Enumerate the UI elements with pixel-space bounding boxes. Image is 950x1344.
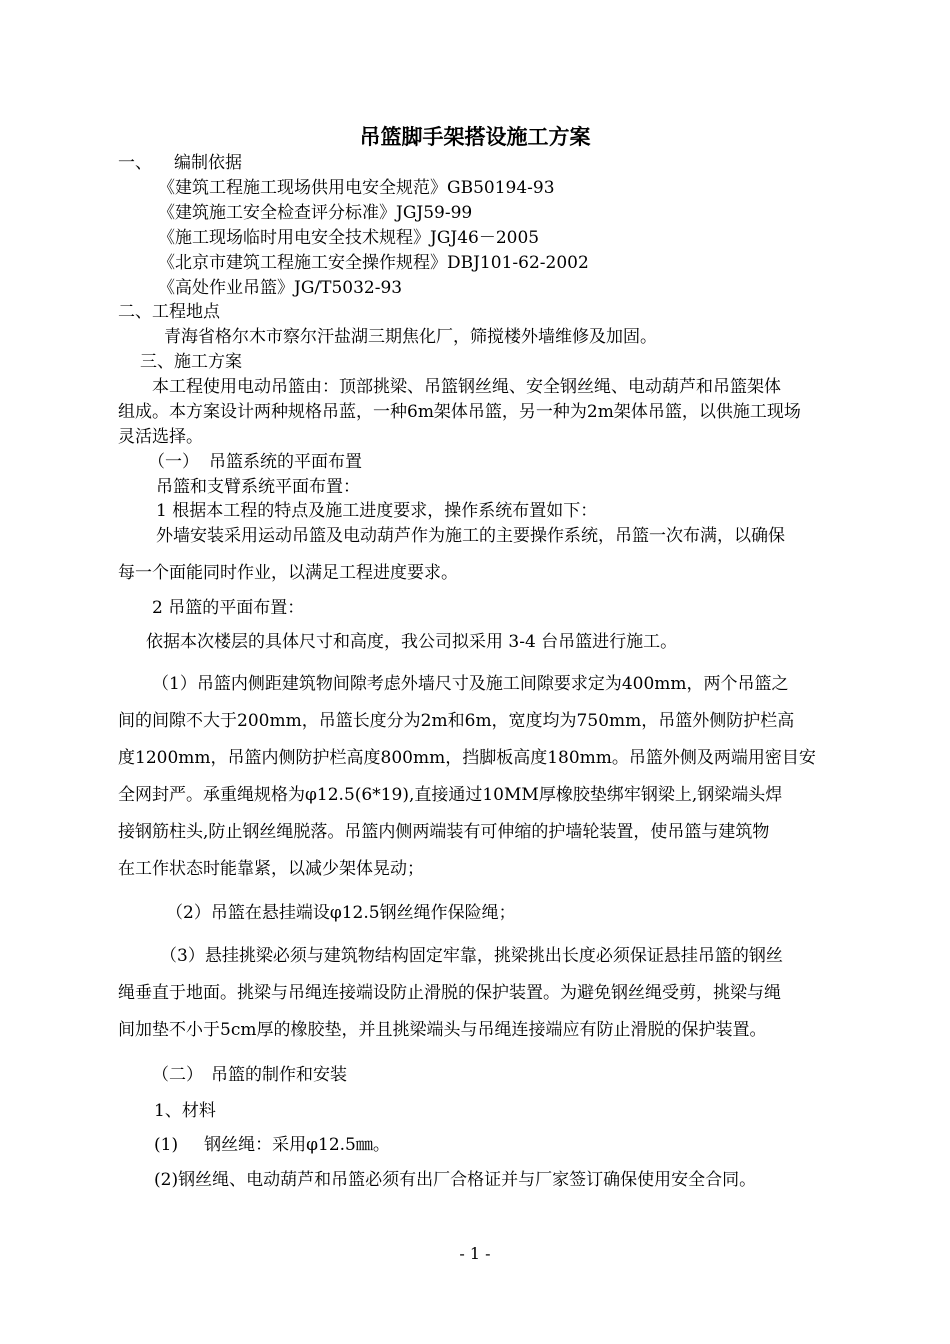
reference-3: 《施工现场临时用电安全技术规程》JGJ46－2005 [158,228,540,248]
item-1-text-line-2: 每一个面能同时作业，以满足工程进度要求。 [118,563,458,583]
item-1-text-line-1: 外墙安装采用运动吊篮及电动葫芦作为施工的主要操作系统，吊篮一次布满，以确保 [156,526,785,546]
paragraph-2: （2）吊篮在悬挂端设φ12.5钢丝绳作保险绳； [166,903,516,923]
paragraph-1-line-3: 度1200mm，吊篮内侧防护栏高度800mm，挡脚板高度180mm。吊篮外侧及两端用密目安 [118,748,816,768]
paragraph-1-line-2: 间的间隙不大于200mm，吊篮长度分为2m和6m，宽度均为750mm，吊篮外侧防护栏高 [118,711,795,731]
paragraph-1-line-5: 接钢筋柱头,防止钢丝绳脱落。吊篮内侧两端装有可伸缩的护墙轮装置，使吊篮与建筑物 [118,822,770,842]
item-1: 1 根据本工程的特点及施工进度要求，操作系统布置如下： [156,501,598,521]
document-title: 吊篮脚手架搭设施工方案 [359,124,591,149]
subsection-2-title: 吊篮的制作和安装 [211,1065,347,1085]
paragraph-1-line-6: 在工作状态时能靠紧，以减少架体晃动； [118,859,424,879]
item-2-text: 依据本次楼层的具体尺寸和高度，我公司拟采用 3-4 台吊篮进行施工。 [146,632,678,652]
paragraph-3-line-3: 间加垫不小于5cm厚的橡胶垫，并且挑梁端头与吊绳连接端应有防止滑脱的保护装置。 [118,1020,767,1040]
subsection-1-number: （一） [148,452,199,472]
paragraph-3-line-1: （3）悬挂挑梁必须与建筑物结构固定牢靠，挑梁挑出长度必须保证悬挂吊篮的钢丝 [160,946,783,966]
section-1-number: 一、 [118,153,152,173]
reference-5: 《高处作业吊篮》JG/T5032-93 [158,278,403,298]
layout-intro: 吊篮和支臂系统平面布置： [156,477,360,497]
subsection-1-title: 吊篮系统的平面布置 [209,452,362,472]
section-1-heading [118,153,242,173]
intro-line-2: 组成。本方案设计两种规格吊蓝，一种6m架体吊篮，另一种为2m架体吊篮，以供施工现场 [118,402,801,422]
item-2: 2 吊篮的平面布置： [152,598,305,618]
reference-4: 《北京市建筑工程施工安全操作规程》DBJ101-62-2002 [158,253,589,273]
material-item-1-number: (1) [154,1135,179,1155]
page-number: - 1 - [459,1244,491,1263]
paragraph-1-line-4: 全网封严。承重绳规格为φ12.5(6*19),直接通过10MM厚橡胶垫绑牢钢梁上,钢梁端头焊 [118,785,783,805]
paragraph-3-line-2: 绳垂直于地面。挑梁与吊绳连接端设防止滑脱的保护装置。为避免钢丝绳受剪，挑梁与绳 [118,983,781,1003]
material-item-1 [154,1135,390,1155]
materials-heading: 1、材料 [154,1101,216,1121]
section-3-heading: 三、施工方案 [140,352,242,372]
subsection-1-heading [148,452,362,472]
intro-line-3: 灵活选择。 [118,427,203,447]
material-item-1-text: 钢丝绳：采用φ12.5㎜。 [204,1135,390,1155]
subsection-2-heading [152,1065,347,1085]
paragraph-1-line-1: （1）吊篮内侧距建筑物间隙考虑外墙尺寸及施工间隙要求定为400mm，两个吊篮之 [152,674,789,694]
section-2-heading: 二、工程地点 [118,302,220,322]
reference-1: 《建筑工程施工现场供用电安全规范》GB50194-93 [158,178,555,198]
subsection-2-number: （二） [152,1065,203,1085]
section-2-text: 青海省格尔木市察尔汗盐湖三期焦化厂，筛搅楼外墙维修及加固。 [164,327,657,347]
section-1-title: 编制依据 [174,153,242,173]
material-item-2: (2)钢丝绳、电动葫芦和吊篮必须有出厂合格证并与厂家签订确保使用安全合同。 [154,1170,757,1190]
reference-2: 《建筑施工安全检查评分标准》JGJ59-99 [158,203,473,223]
intro-line-1: 本工程使用电动吊篮由：顶部挑梁、吊篮钢丝绳、安全钢丝绳、电动葫芦和吊篮架体 [152,377,781,397]
